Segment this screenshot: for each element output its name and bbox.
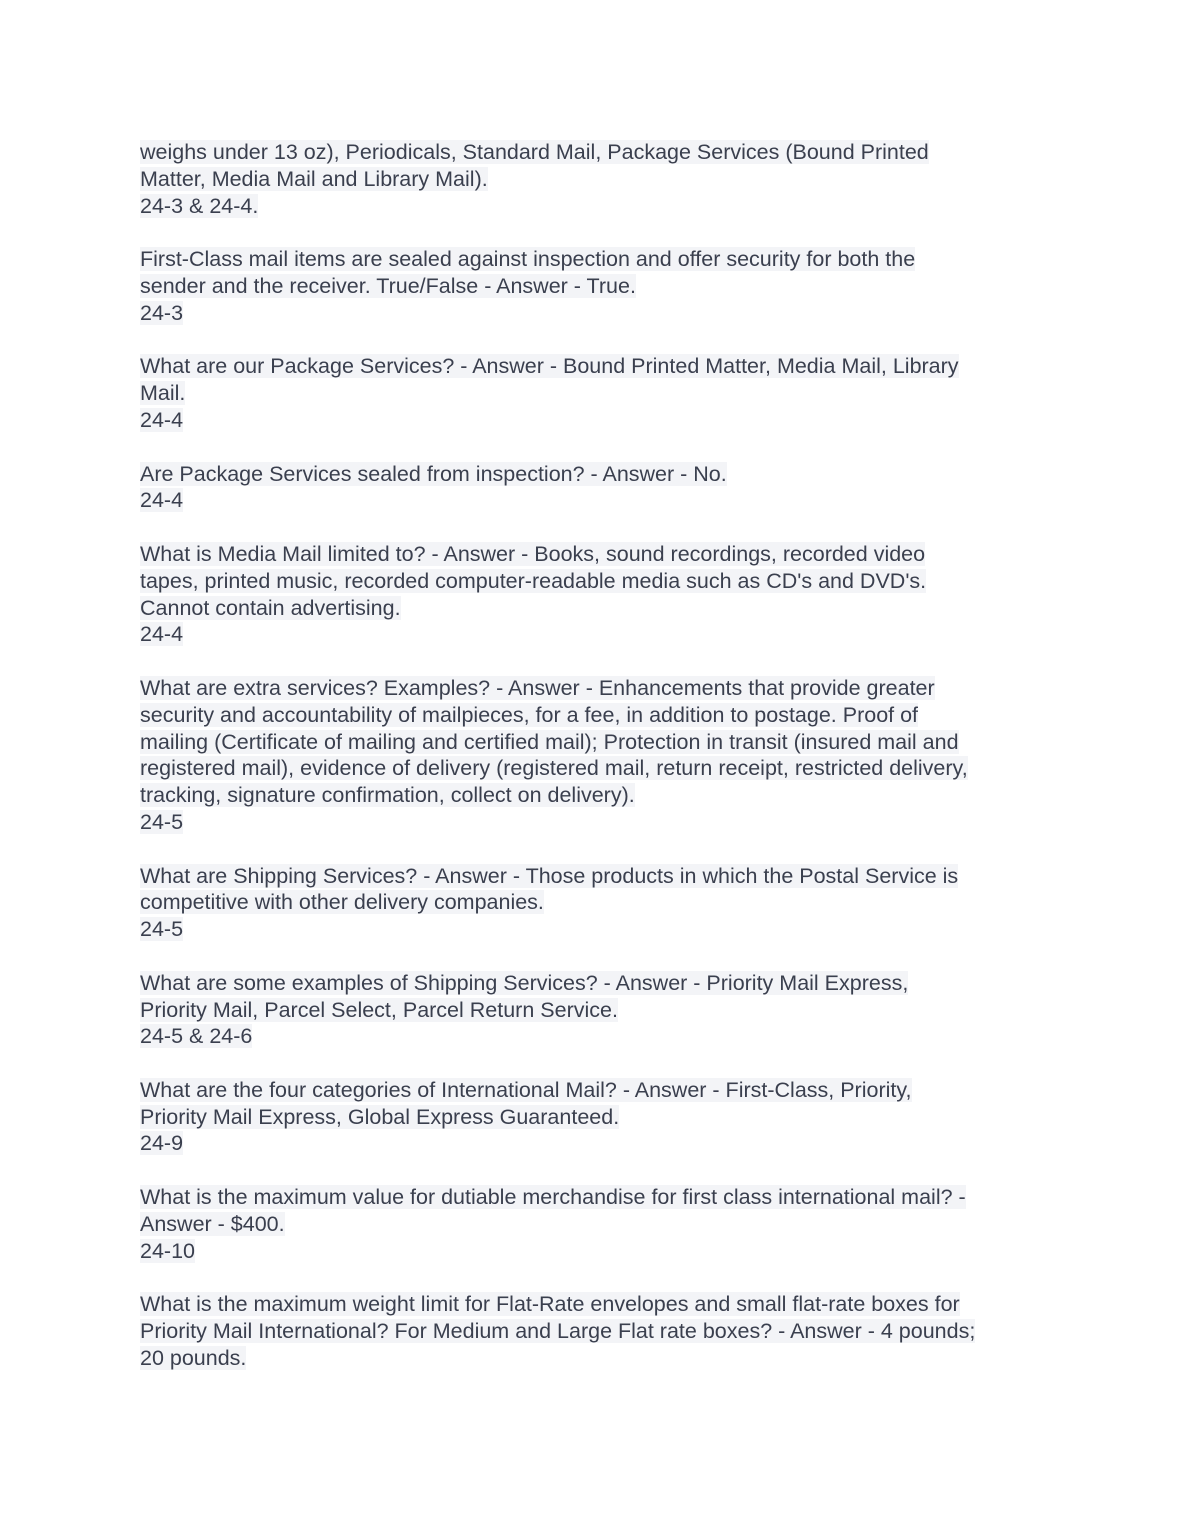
qa-text: What are Shipping Services? - Answer - Those products in which the Postal Service is (140, 863, 959, 888)
qa-text: What is the maximum value for dutiable merchandise for first class international mail? - (140, 1185, 966, 1210)
qa-text: What are our Package Services? - Answer - Bound Printed Matter, Media Mail, Library (140, 354, 959, 379)
reference-line (140, 193, 1060, 220)
qa-text: Cannot contain advertising. (140, 595, 401, 620)
qa-entry (140, 863, 1060, 943)
qa-text-line (140, 970, 1060, 997)
qa-entry (140, 353, 1060, 433)
qa-text-line (140, 166, 1060, 193)
qa-entry (140, 1291, 1060, 1371)
qa-text-line (140, 1318, 1060, 1345)
reference-number: 24-4 (140, 488, 184, 513)
qa-text: tracking, signature confirmation, collect on delivery). (140, 783, 635, 808)
reference-line (140, 1238, 1060, 1265)
qa-text-line (140, 702, 1060, 729)
qa-text-line (140, 461, 1060, 488)
qa-text-line (140, 782, 1060, 809)
qa-text: Priority Mail Express, Global Express Guaranteed. (140, 1104, 620, 1129)
qa-text: Mail. (140, 381, 186, 406)
reference-number: 24-5 (140, 809, 184, 834)
qa-text-line (140, 1184, 1060, 1211)
reference-number: 24-4 (140, 407, 184, 432)
qa-text: Answer - $400. (140, 1211, 285, 1236)
qa-text: registered mail), evidence of delivery (registered mail, return receipt, restricted delivery, (140, 756, 968, 781)
qa-text: 20 pounds. (140, 1345, 247, 1370)
reference-line (140, 300, 1060, 327)
qa-text: What are the four categories of International Mail? - Answer - First-Class, Priority, (140, 1077, 912, 1102)
reference-number: 24-4 (140, 622, 184, 647)
qa-entry (140, 246, 1060, 326)
reference-line (140, 1023, 1060, 1050)
reference-number: 24-3 & 24-4. (140, 193, 259, 218)
qa-text: tapes, printed music, recorded computer-readable media such as CD's and DVD's. (140, 568, 927, 593)
reference-number: 24-10 (140, 1238, 195, 1263)
reference-line (140, 916, 1060, 943)
qa-text-line (140, 541, 1060, 568)
qa-text-line (140, 139, 1060, 166)
qa-entry (140, 675, 1060, 836)
qa-text-line (140, 889, 1060, 916)
qa-text-line (140, 595, 1060, 622)
reference-line (140, 407, 1060, 434)
qa-text-line (140, 1291, 1060, 1318)
qa-text: What is Media Mail limited to? - Answer - Books, sound recordings, recorded video (140, 541, 926, 566)
qa-text-line (140, 997, 1060, 1024)
reference-line (140, 487, 1060, 514)
qa-entry (140, 1184, 1060, 1264)
reference-number: 24-9 (140, 1131, 184, 1156)
qa-text: What is the maximum weight limit for Flat-Rate envelopes and small flat-rate boxes for (140, 1292, 960, 1317)
qa-text-line (140, 863, 1060, 890)
document-page (140, 139, 1060, 1398)
reference-line (140, 809, 1060, 836)
qa-entry (140, 541, 1060, 648)
qa-text-line (140, 1345, 1060, 1372)
qa-text-line (140, 675, 1060, 702)
qa-text: What are extra services? Examples? - Answer - Enhancements that provide greater (140, 675, 935, 700)
reference-line (140, 621, 1060, 648)
reference-number: 24-3 (140, 300, 184, 325)
qa-text: What are some examples of Shipping Services? - Answer - Priority Mail Express, (140, 970, 909, 995)
qa-entry (140, 970, 1060, 1050)
qa-text-line (140, 755, 1060, 782)
reference-number: 24-5 & 24-6 (140, 1024, 253, 1049)
qa-text: Are Package Services sealed from inspection? - Answer - No. (140, 461, 727, 486)
qa-entry (140, 1077, 1060, 1157)
qa-text-line (140, 246, 1060, 273)
qa-text: security and accountability of mailpieces, for a fee, in addition to postage. Proof of (140, 702, 919, 727)
qa-text: mailing (Certificate of mailing and certified mail); Protection in transit (insured mail and (140, 729, 959, 754)
qa-text-line (140, 729, 1060, 756)
qa-text: Priority Mail, Parcel Select, Parcel Return Service. (140, 997, 618, 1022)
qa-text-line (140, 1077, 1060, 1104)
qa-text: sender and the receiver. True/False - Answer - True. (140, 273, 636, 298)
qa-text-line (140, 273, 1060, 300)
qa-text-line (140, 1211, 1060, 1238)
qa-text: First-Class mail items are sealed against inspection and offer security for both the (140, 247, 916, 272)
qa-text-line (140, 380, 1060, 407)
qa-entry (140, 461, 1060, 515)
qa-text: competitive with other delivery companies. (140, 890, 544, 915)
reference-number: 24-5 (140, 917, 184, 942)
qa-text: Priority Mail International? For Medium and Large Flat rate boxes? - Answer - 4 pounds; (140, 1319, 976, 1344)
qa-entry (140, 139, 1060, 219)
qa-text-line (140, 568, 1060, 595)
qa-text-line (140, 353, 1060, 380)
qa-text: weighs under 13 oz), Periodicals, Standard Mail, Package Services (Bound Printed (140, 140, 929, 164)
qa-text-line (140, 1104, 1060, 1131)
reference-line (140, 1130, 1060, 1157)
qa-text: Matter, Media Mail and Library Mail). (140, 166, 488, 191)
